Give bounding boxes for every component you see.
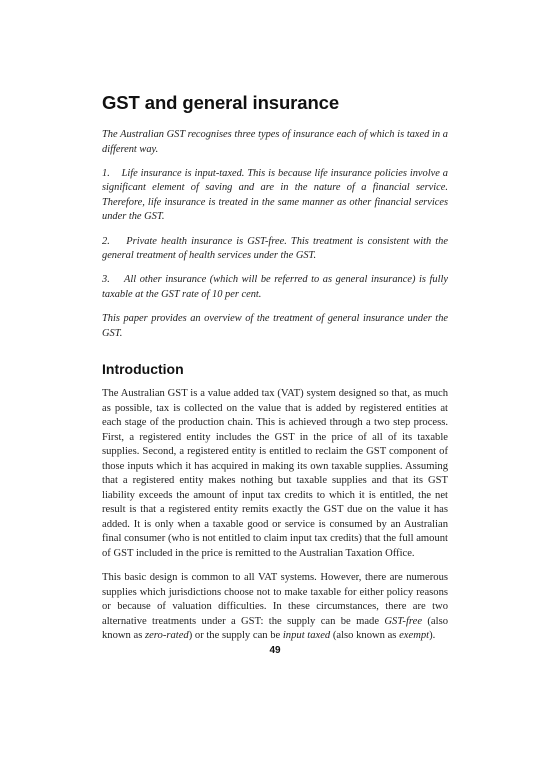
section-heading: Introduction bbox=[102, 361, 184, 378]
body-text: (also known as bbox=[102, 615, 448, 642]
body-paragraph-1: The Australian GST is a value added tax (VAT) system designed so that, as much as possible, tax is collected on the value that is added by registered entities at each stage of the production chain. This is achieved through a two step process. First, a registered entity includes the GST in the price of all of its taxable supplies. Second, a registered entity is entitled to reclaim the GST component of those inputs which it has acquired in making its own taxable supplies. Assuming that a registered entity makes nothing but taxable supplies and that its GST liability exceeds the amount of input tax credits to which it is entitled, the net result is that a registered entity remits exactly the GST due on the value it has added. It is only when a taxable good or service is consumed by an Australian final consumer (who is not entitled to claim input tax credits) that the full amount of GST included in the price is remitted to the Australian Taxation Office. bbox=[102, 388, 448, 559]
intro-health-insurance: 2. Private health insurance is GST-free. This treatment is consistent with the general treatment of health services under the GST. bbox=[102, 235, 448, 262]
body-paragraph-2 bbox=[102, 571, 448, 644]
intro-summary bbox=[102, 128, 448, 341]
term-exempt: exempt bbox=[399, 630, 430, 642]
page-content bbox=[102, 92, 448, 654]
body-text: ) or the supply can be bbox=[188, 630, 283, 642]
section-body bbox=[102, 387, 448, 644]
intro-overview: This paper provides an overview of the treatment of general insurance under the GST. bbox=[102, 312, 448, 339]
page-title: GST and general insurance bbox=[102, 92, 340, 113]
body-text: This basic design is common to all VAT systems. However, there are numerous supplies which jurisdictions choose not to make taxable for either policy reasons or because of valuation difficulties. In these circumstances, there are two alternative treatments under a GST: the supply can be made bbox=[102, 572, 448, 627]
intro-paragraph: The Australian GST recognises three types of insurance each of which is taxed in a different way. bbox=[102, 129, 448, 155]
body-text: ). bbox=[429, 630, 436, 642]
intro-life-insurance: 1. Life insurance is input-taxed. This is because life insurance policies involve a significant element of saving and are in the nature of a financial service. Therefore, life insurance is treated in the same manner as other financial services under the GST. bbox=[102, 167, 448, 223]
term-gst-free: GST-free bbox=[384, 615, 423, 627]
term-zero-rated: zero-rated bbox=[144, 630, 189, 642]
term-input-taxed: input taxed bbox=[282, 630, 331, 642]
page-number: 49 bbox=[269, 645, 281, 656]
intro-general-insurance: 3. All other insurance (which will be referred to as general insurance) is fully taxable at the GST rate of 10 per cent. bbox=[102, 274, 448, 300]
body-text: (also known as bbox=[330, 630, 400, 642]
